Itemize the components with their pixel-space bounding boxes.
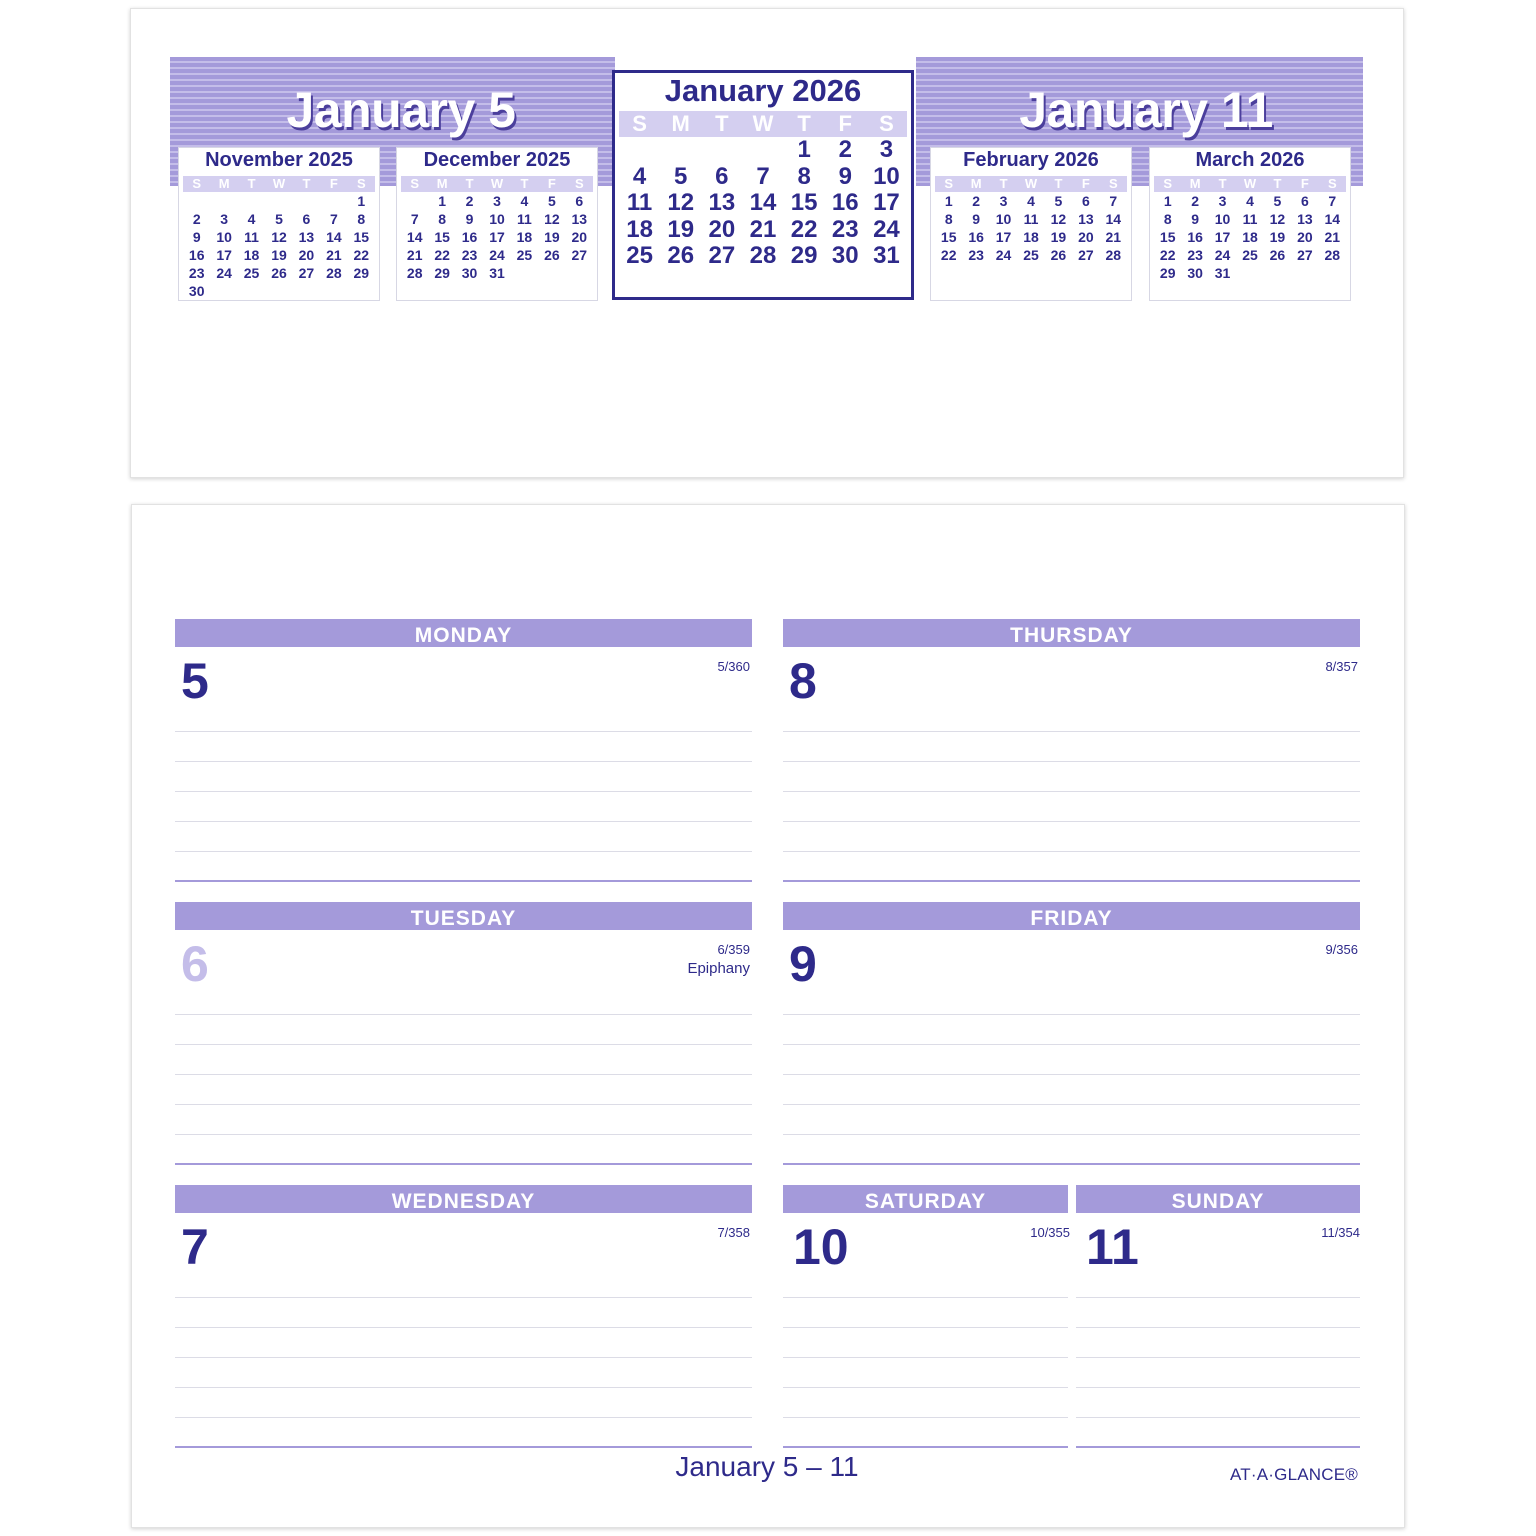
calendar-day: 1 (357, 193, 366, 209)
calendar-day: 7 (1328, 193, 1337, 209)
weekday-letter: F (1081, 176, 1090, 191)
day-header: FRIDAY (783, 902, 1360, 930)
calendar-day: 5 (1273, 193, 1282, 209)
calendar-day: 17 (1214, 229, 1231, 245)
calendar-day: 9 (192, 229, 201, 245)
calendar-day: 21 (1105, 229, 1122, 245)
calendar-day: 3 (1218, 193, 1227, 209)
calendar-day: 18 (243, 247, 260, 263)
calendar-day: 12 (667, 189, 695, 216)
weekday-letter: T (302, 176, 311, 191)
calendar-day: 24 (489, 247, 505, 263)
calendar-day: 11 (626, 189, 653, 216)
day-of-year: 9/356 (1325, 942, 1358, 957)
calendar-day: 11 (1242, 211, 1258, 227)
weekday-letter: T (520, 176, 529, 191)
writing-line (783, 1134, 1360, 1135)
writing-line (1076, 1417, 1360, 1418)
weekday-letter: T (247, 176, 256, 191)
calendar-day: 3 (220, 211, 229, 227)
day-of-year: 7/358 (717, 1225, 750, 1240)
calendar-day: 14 (326, 229, 342, 245)
weekday-letter: S (574, 176, 584, 191)
calendar-day: 4 (632, 162, 647, 190)
weekday-header (401, 176, 593, 192)
writing-line (175, 731, 752, 732)
weekly-page (131, 504, 1405, 1528)
mini-calendar-days (935, 192, 1127, 264)
calendar-day: 4 (520, 193, 529, 209)
writing-line (175, 1104, 752, 1105)
calendar-day: 25 (516, 247, 533, 263)
weekday-letter: S (192, 176, 202, 191)
writing-line (175, 791, 752, 792)
calendar-day: 23 (968, 247, 984, 263)
calendar-blank (742, 137, 783, 164)
calendar-day: 14 (749, 189, 777, 216)
calendar-blank (265, 192, 292, 210)
calendar-blank (320, 192, 347, 210)
writing-line (783, 1297, 1068, 1298)
weekday-letter: W (272, 176, 286, 191)
day-number: 10 (793, 1219, 849, 1275)
calendar-day: 26 (271, 265, 287, 281)
calendar-day: 9 (972, 211, 981, 227)
calendar-day: 25 (626, 242, 653, 269)
calendar-day: 3 (999, 193, 1008, 209)
mini-calendar-days (183, 192, 375, 300)
calendar-day: 30 (461, 265, 478, 281)
calendar-day: 6 (1081, 193, 1090, 209)
calendar-day: 12 (1050, 211, 1067, 227)
writing-line (175, 1014, 752, 1015)
calendar-blank (210, 192, 237, 210)
calendar-day: 5 (547, 193, 556, 209)
calendar-day: 7 (410, 211, 419, 227)
calendar-day: 5 (1054, 193, 1063, 209)
calendar-day: 9 (1191, 211, 1200, 227)
calendar-day: 19 (271, 247, 287, 263)
calendar-day: 27 (708, 242, 736, 269)
calendar-day: 31 (1214, 265, 1231, 281)
weekday-letter: S (944, 176, 954, 191)
calendar-blank (401, 192, 428, 210)
day-number: 9 (789, 936, 817, 992)
weekday-letter: T (1218, 176, 1227, 191)
calendar-day: 29 (353, 265, 370, 281)
current-month-title: January 2026 (664, 73, 862, 108)
mini-calendar-february (930, 147, 1132, 301)
calendar-day: 17 (995, 229, 1012, 245)
weekday-letter: W (1024, 176, 1038, 191)
calendar-day: 16 (968, 229, 984, 245)
calendar-day: 14 (1324, 211, 1341, 227)
calendar-day: 17 (873, 189, 900, 216)
calendar-day: 29 (1159, 265, 1176, 281)
day-saturday[interactable] (783, 1185, 1068, 1449)
calendar-day: 29 (434, 265, 450, 281)
day-bottom-rule (175, 1163, 752, 1165)
day-bottom-rule (783, 880, 1360, 882)
calendar-day: 13 (708, 189, 736, 216)
calendar-day: 10 (873, 162, 900, 190)
calendar-day: 26 (544, 247, 560, 263)
calendar-day: 3 (493, 193, 501, 209)
calendar-day: 1 (1163, 193, 1172, 209)
calendar-day: 9 (838, 162, 852, 190)
weekday-letter: T (1273, 176, 1282, 191)
calendar-day: 20 (298, 247, 315, 263)
weekday-letter: T (1054, 176, 1063, 191)
day-header: THURSDAY (783, 619, 1360, 647)
calendar-day: 26 (1269, 247, 1286, 263)
calendar-day: 21 (1324, 229, 1341, 245)
calendar-day: 13 (571, 211, 588, 227)
day-number: 8 (789, 653, 817, 709)
calendar-day: 27 (1297, 247, 1313, 263)
day-number: 5 (181, 653, 209, 709)
day-monday[interactable] (175, 619, 752, 883)
writing-line (783, 1387, 1068, 1388)
calendar-day: 6 (302, 211, 311, 227)
calendar-day: 6 (715, 162, 729, 190)
weekday-letter: F (329, 176, 338, 191)
writing-line (1076, 1357, 1360, 1358)
calendar-day: 12 (544, 211, 560, 227)
calendar-day: 28 (1105, 247, 1122, 263)
writing-line (783, 851, 1360, 852)
calendar-blank (293, 192, 320, 210)
mini-calendar-days (401, 192, 593, 282)
brand-logo: AT·A·GLANCE® (1230, 1465, 1358, 1484)
day-of-year: 5/360 (717, 659, 750, 674)
calendar-day: 21 (326, 247, 342, 263)
calendar-day: 4 (247, 211, 256, 227)
calendar-day: 16 (461, 229, 478, 245)
day-header: MONDAY (175, 619, 752, 647)
calendar-day: 26 (667, 242, 695, 269)
calendar-day: 22 (434, 247, 450, 263)
calendar-day: 14 (1105, 211, 1122, 227)
calendar-day: 16 (831, 189, 859, 216)
calendar-day: 24 (995, 247, 1012, 263)
calendar-day: 16 (188, 247, 205, 263)
calendar-day: 31 (489, 265, 505, 281)
calendar-day: 20 (571, 229, 588, 245)
calendar-day: 15 (1159, 229, 1176, 245)
calendar-day: 24 (1214, 247, 1231, 263)
calendar-day: 21 (749, 215, 777, 243)
writing-line (175, 1387, 752, 1388)
calendar-day: 24 (216, 265, 232, 281)
weekday-letter: S (1108, 176, 1118, 191)
weekday-letter: M (1189, 176, 1201, 191)
calendar-day: 19 (1269, 229, 1286, 245)
calendar-day: 3 (879, 136, 894, 163)
writing-line (1076, 1387, 1360, 1388)
calendar-day: 15 (434, 229, 450, 245)
day-header: WEDNESDAY (175, 1185, 752, 1213)
calendar-day: 8 (357, 211, 366, 227)
calendar-day: 14 (406, 229, 423, 245)
calendar-day: 29 (790, 242, 818, 269)
calendar-blank (238, 192, 265, 210)
calendar-day: 1 (944, 193, 953, 209)
week-start-date: January 5 (286, 82, 516, 138)
calendar-blank (660, 137, 701, 164)
calendar-day: 5 (275, 211, 283, 227)
writing-line (1076, 1297, 1360, 1298)
mini-calendar-days (1154, 192, 1346, 282)
weekday-letter: S (632, 111, 647, 136)
calendar-day: 23 (1187, 247, 1203, 263)
calendar-day: 13 (1297, 211, 1313, 227)
weekday-letter: S (410, 176, 420, 191)
day-header: TUESDAY (175, 902, 752, 930)
calendar-day: 26 (1050, 247, 1067, 263)
calendar-day: 16 (1187, 229, 1203, 245)
calendar-day: 27 (571, 247, 588, 263)
calendar-day: 6 (1300, 193, 1309, 209)
weekday-letter: W (752, 111, 774, 136)
writing-line (783, 1357, 1068, 1358)
writing-line (1076, 1327, 1360, 1328)
calendar-day: 19 (1050, 229, 1067, 245)
weekday-letter: T (715, 111, 729, 136)
calendar-day: 4 (1027, 193, 1035, 209)
day-of-year: 11/354 (1321, 1225, 1360, 1240)
calendar-day: 10 (1214, 211, 1231, 227)
calendar-day: 4 (1246, 193, 1254, 209)
calendar-day: 20 (1297, 229, 1313, 245)
day-header: SATURDAY (783, 1185, 1068, 1213)
weekday-letter: T (797, 111, 811, 136)
calendar-day: 10 (995, 211, 1012, 227)
calendar-day: 15 (940, 229, 957, 245)
writing-line (783, 731, 1360, 732)
calendar-day: 11 (517, 211, 532, 227)
mini-calendar-title: March 2026 (1195, 149, 1305, 171)
current-month-calendar (612, 70, 914, 300)
weekday-letter: S (1163, 176, 1173, 191)
writing-line (783, 1044, 1360, 1045)
day-friday[interactable] (783, 902, 1360, 1166)
weekday-letter: S (1327, 176, 1337, 191)
calendar-day: 20 (1078, 229, 1094, 245)
weekday-letter: S (879, 111, 894, 136)
calendar-day: 9 (465, 211, 474, 227)
calendar-day: 27 (298, 265, 315, 281)
calendar-day: 28 (406, 265, 423, 281)
calendar-day: 10 (489, 211, 505, 227)
writing-line (783, 1417, 1068, 1418)
weekday-letter: M (671, 111, 690, 136)
weekday-letter: F (1300, 176, 1309, 191)
calendar-day: 2 (972, 193, 981, 209)
mini-calendar-december (396, 147, 598, 301)
writing-line (783, 821, 1360, 822)
calendar-day: 17 (489, 229, 505, 245)
current-month-days (619, 137, 907, 270)
day-bottom-rule (783, 1163, 1360, 1165)
calendar-day: 17 (216, 247, 232, 263)
day-thursday[interactable] (783, 619, 1360, 883)
writing-line (175, 761, 752, 762)
weekday-letter: F (547, 176, 556, 191)
calendar-blank (183, 192, 210, 210)
calendar-day: 23 (461, 247, 478, 263)
day-number: 11 (1086, 1219, 1139, 1275)
calendar-day: 1 (438, 193, 447, 209)
writing-line (783, 1104, 1360, 1105)
weekday-header (935, 176, 1127, 192)
day-of-year: 10/355 (1030, 1225, 1070, 1240)
calendar-day: 1 (797, 136, 811, 163)
weekday-letter: W (1243, 176, 1257, 191)
calendar-day: 18 (626, 215, 653, 243)
calendar-day: 13 (1078, 211, 1094, 227)
calendar-day: 8 (797, 162, 811, 190)
writing-line (175, 1417, 752, 1418)
mini-calendar-march (1149, 147, 1351, 301)
calendar-day: 21 (406, 247, 423, 263)
writing-line (175, 1297, 752, 1298)
calendar-day: 7 (756, 162, 770, 190)
writing-line (783, 791, 1360, 792)
day-bottom-rule (175, 1446, 752, 1448)
calendar-day: 28 (326, 265, 342, 281)
mini-calendar-title: November 2025 (205, 149, 353, 171)
calendar-day: 8 (1163, 211, 1172, 227)
weekday-header (619, 111, 907, 137)
day-tuesday[interactable] (175, 902, 752, 1166)
calendar-day: 22 (940, 247, 957, 263)
day-bottom-rule (175, 880, 752, 882)
calendar-day: 6 (575, 193, 584, 209)
calendar-day: 2 (465, 193, 474, 209)
calendar-day: 19 (544, 229, 560, 245)
calendar-day: 23 (188, 265, 205, 281)
calendar-day: 22 (790, 215, 818, 243)
calendar-day: 22 (353, 247, 370, 263)
weekday-letter: M (970, 176, 982, 191)
writing-line (175, 1357, 752, 1358)
calendar-day: 12 (1269, 211, 1286, 227)
day-bottom-rule (1076, 1446, 1360, 1448)
top-page (130, 8, 1404, 478)
calendar-day: 28 (749, 242, 777, 269)
writing-line (783, 1014, 1360, 1015)
calendar-day: 13 (298, 229, 315, 245)
calendar-day: 8 (438, 211, 447, 227)
calendar-day: 19 (667, 215, 695, 243)
calendar-day: 2 (838, 136, 852, 163)
weekday-letter: T (465, 176, 474, 191)
calendar-day: 11 (244, 229, 259, 245)
calendar-day: 15 (790, 189, 818, 216)
mini-calendar-title: December 2025 (423, 149, 571, 171)
weekday-header (1154, 176, 1346, 192)
mini-calendar-november (178, 147, 380, 301)
calendar-blank (701, 137, 742, 164)
calendar-blank (619, 137, 660, 164)
calendar-day: 27 (1078, 247, 1094, 263)
writing-line (175, 1044, 752, 1045)
calendar-day: 18 (516, 229, 533, 245)
week-range-label: January 5 – 11 (675, 1451, 859, 1482)
calendar-day: 8 (944, 211, 953, 227)
calendar-day: 28 (1324, 247, 1341, 263)
day-sunday[interactable] (1076, 1185, 1360, 1449)
calendar-day: 10 (216, 229, 232, 245)
calendar-day: 30 (831, 242, 859, 269)
weekday-letter: M (436, 176, 448, 191)
calendar-day: 24 (873, 215, 900, 243)
holiday-label: Epiphany (687, 960, 750, 977)
calendar-day: 22 (1159, 247, 1176, 263)
day-of-year: 8/357 (1325, 659, 1358, 674)
calendar-day: 31 (873, 242, 900, 269)
calendar-day: 2 (192, 211, 201, 227)
week-end-date: January 11 (1019, 82, 1273, 138)
writing-line (783, 1327, 1068, 1328)
calendar-day: 25 (1242, 247, 1258, 263)
day-number: 6 (181, 936, 209, 992)
calendar-day: 12 (271, 229, 287, 245)
writing-line (175, 1074, 752, 1075)
calendar-day: 18 (1023, 229, 1039, 245)
weekday-letter: S (356, 176, 366, 191)
calendar-day: 18 (1242, 229, 1258, 245)
day-of-year: 6/359 (717, 942, 750, 957)
calendar-day: 30 (1187, 265, 1203, 281)
calendar-day: 7 (329, 211, 338, 227)
weekday-letter: M (218, 176, 230, 191)
calendar-day: 15 (353, 229, 370, 245)
writing-line (175, 821, 752, 822)
day-bottom-rule (783, 1446, 1068, 1448)
calendar-day: 23 (831, 215, 859, 243)
calendar-day: 30 (188, 283, 205, 299)
writing-line (783, 761, 1360, 762)
weekday-letter: F (838, 111, 852, 136)
writing-line (175, 851, 752, 852)
weekday-letter: T (999, 176, 1008, 191)
writing-line (783, 1074, 1360, 1075)
writing-line (175, 1134, 752, 1135)
calendar-day: 2 (1191, 193, 1200, 209)
calendar-day: 20 (708, 215, 736, 243)
day-number: 7 (181, 1219, 209, 1275)
writing-line (175, 1327, 752, 1328)
mini-calendar-title: February 2026 (963, 149, 1099, 171)
calendar-day: 25 (1023, 247, 1039, 263)
weekday-letter: W (490, 176, 504, 191)
calendar-day: 11 (1023, 211, 1039, 227)
calendar-day: 25 (243, 265, 260, 281)
calendar-day: 5 (674, 162, 688, 190)
calendar-day: 7 (1109, 193, 1118, 209)
weekday-header (183, 176, 375, 192)
day-wednesday[interactable] (175, 1185, 752, 1449)
day-header: SUNDAY (1076, 1185, 1360, 1213)
